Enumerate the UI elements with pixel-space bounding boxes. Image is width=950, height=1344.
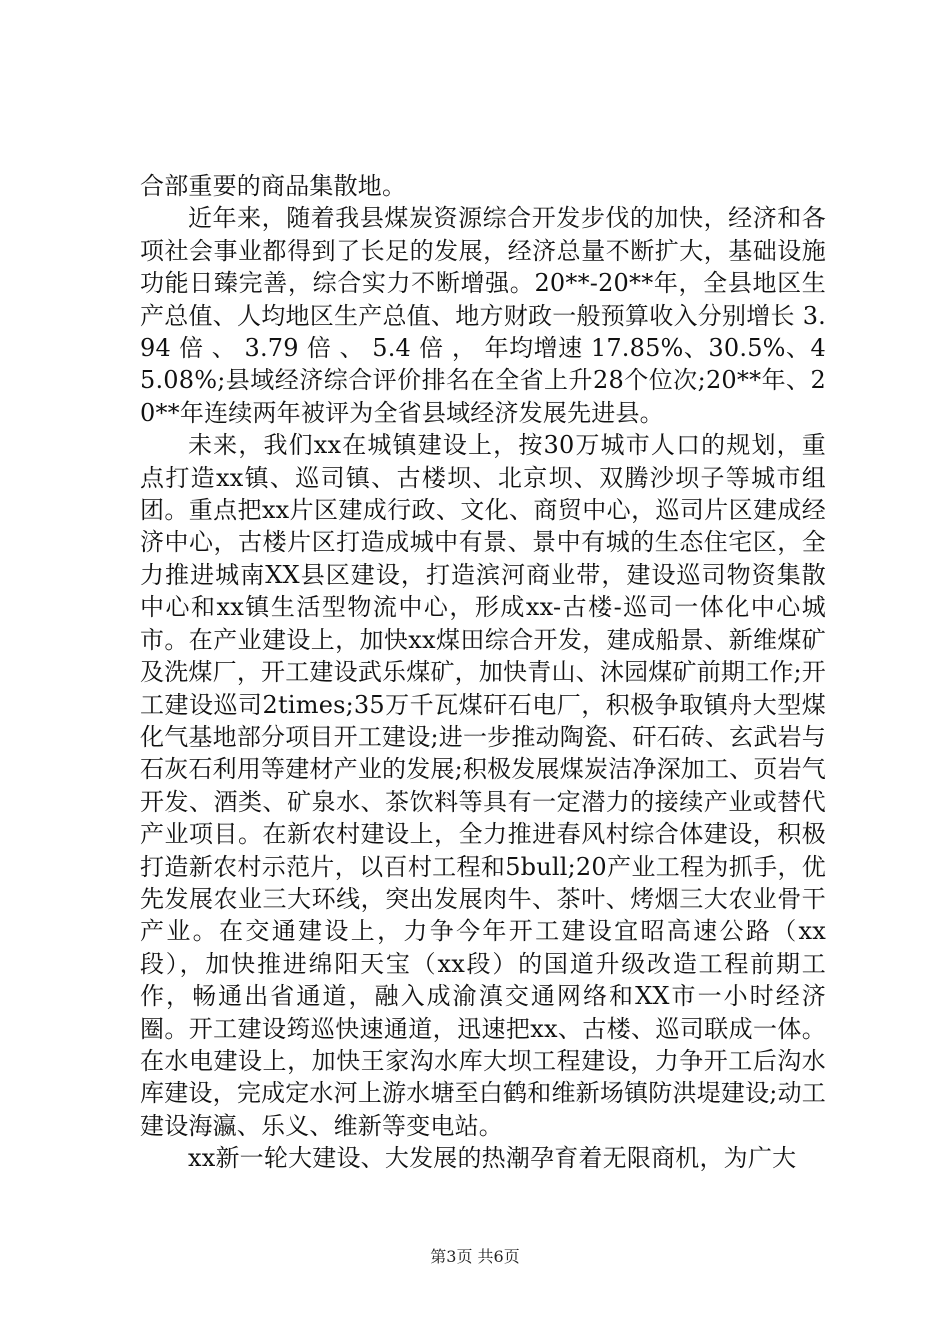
paragraph-economy: 近年来，随着我县煤炭资源综合开发步伐的加快，经济和各项社会事业都得到了长足的发展，经济总量不断扩大，基础设施功能日臻完善，综合实力不断增强。20**-20**年，全县地区生产总值、人均地区生产总值、地方财政一般预算收入分别增长 3.94 倍 、 3.79 倍 、 5.4 倍 ， 年均增速 17.85%、30.5%、45.08%;县域经济综合评价排名在全省上升28个位次;20**年、20**年连续两年被评为全省县域经济发展先进县。 [140,204,826,427]
paragraph-future-plans: 未来，我们xx在城镇建设上，按30万城市人口的规划，重点打造xx镇、巡司镇、古楼坝、北京坝、双腾沙坝子等城市组团。重点把xx片区建成行政、文化、商贸中心，巡司片区建成经济中心，古楼片区打造成城中有景、景中有城的生态住宅区，全力推进城南XX县区建设，打造滨河商业带，建设巡司物资集散中心和xx镇生活型物流中心，形成xx-古楼-巡司一体化中心城市。在产业建设上，加快xx煤田综合开发，建成船景、新维煤矿及洗煤厂，开工建设武乐煤矿，加快青山、沐园煤矿前期工作;开工建设巡司2times;35万千瓦煤矸石电厂，积极争取镇舟大型煤化气基地部分项目开工建设;进一步推动陶瓷、矸石砖、玄武岩与石灰石利用等建材产业的发展;积极发展煤炭洁净深加工、页岩气开发、酒类、矿泉水、茶饮料等具有一定潜力的接续产业或替代产业项目。在新农村建设上，全力推进春风村综合体建设，积极打造新农村示范片，以百村工程和5bull;20产业工程为抓手，优先发展农业三大环线，突出发展肉牛、茶叶、烤烟三大农业骨干产业。在交通建设上，力争今年开工建设宜昭高速公路（xx段），加快推进绵阳天宝（xx段）的国道升级改造工程前期工作，畅通出省通道，融入成渝滇交通网络和XX市一小时经济圈。开工建设筠巡快速通道，迅速把xx、古楼、巡司联成一体。在水电建设上，加快王家沟水库大坝工程建设，力争开工后沟水库建设，完成定水河上游水塘至白鹤和维新场镇防洪堤建设;动工建设海瀛、乐义、维新等变电站。 [140,431,826,1140]
paragraph-opportunity: xx新一轮大建设、大发展的热潮孕育着无限商机，为广大 [188,1144,797,1173]
page-number-footer: 第3页 共6页 [430,1247,520,1266]
document-body [140,170,826,1175]
paragraph-continuation: 合部重要的商品集散地。 [140,172,407,200]
